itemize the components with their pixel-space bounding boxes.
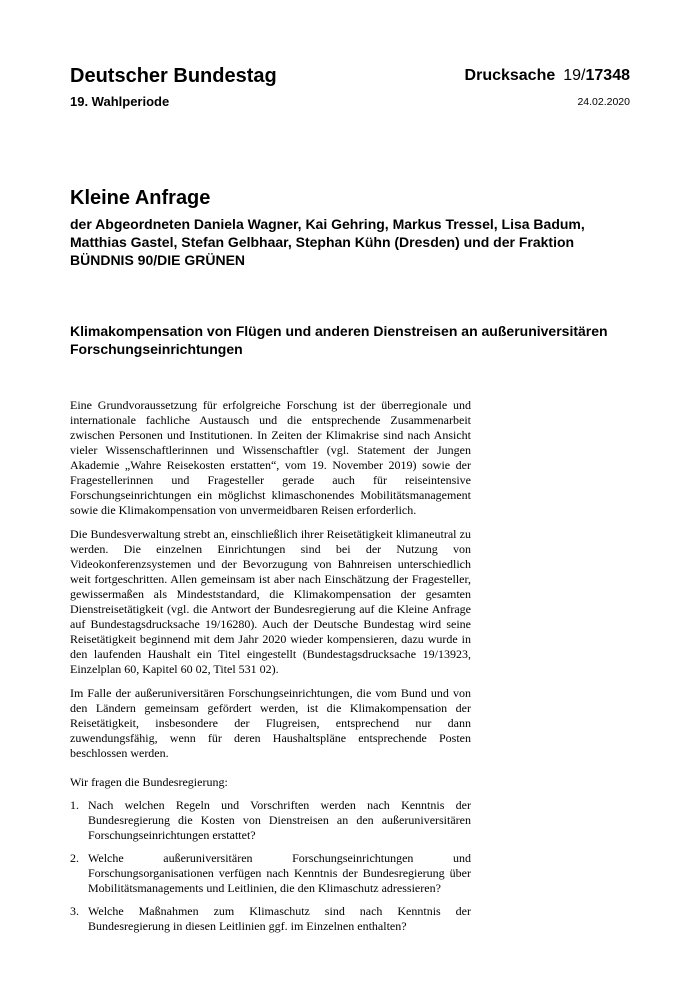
authors-line: der Abgeordneten Daniela Wagner, Kai Gehring, Markus Tressel, Lisa Badum, Matthias Gastel, Stefan Gelbhaar, Stephan Kühn (Dresden) und der Fraktion BÜNDNIS 90/DIE GRÜNEN	[70, 216, 585, 268]
question-text: Nach welchen Regeln und Vorschriften werden nach Kenntnis der Bundesregierung die Kosten von Dienstreisen an den außeruniversitären Forschungseinrichtungen erstattet?	[88, 798, 471, 842]
document-type-title: Kleine Anfrage	[70, 187, 211, 209]
question-number: 3.	[70, 904, 79, 918]
document-date: 24.02.2020	[577, 96, 630, 108]
question-number: 2.	[70, 851, 79, 865]
doc-number: 17348	[585, 67, 630, 84]
questions-list	[70, 798, 471, 934]
question-text: Welche Maßnahmen zum Klimaschutz sind nach Kenntnis der Bundesregierung in diesen Leitlinien ggf. im Einzelnen enthalten?	[88, 904, 471, 933]
inquiry-block	[70, 186, 630, 269]
question-item	[70, 851, 471, 896]
body-paragraph: Im Falle der außeruniversitären Forschungseinrichtungen, die vom Bund und von den Ländern gemeinsam gefördert werden, ist die Klimakompensation der Reisetätigkeit, insbesondere der Flugreisen, entsprechend nur dann zuwendungsfähig, wenn für deren Haushaltspläne entsprechende Posten beschlossen werden.	[70, 686, 471, 760]
document-header	[70, 64, 630, 109]
document-body	[70, 398, 471, 942]
question-item	[70, 798, 471, 843]
doc-label: Drucksache	[464, 67, 556, 84]
institution-name: Deutscher Bundestag	[70, 65, 277, 87]
question-number: 1.	[70, 798, 79, 812]
body-paragraph: Eine Grundvoraussetzung für erfolgreiche Forschung ist der überregionale und internationale fachliche Austausch und die entsprechende Zusammenarbeit zwischen Personen und Institutionen. In Zeiten der Klimakrise sind nach Ansicht vieler Wissenschaftlerinnen und Wissenschaftler (vgl. Statement der Jungen Akademie „Wahre Reisekosten erstatten“, vom 19. November 2019) sowie der Fragestellerinnen und Fragesteller gerade auch für reiseintensive Forschungseinrichtungen ein möglichst klimaschonendes Mobilitätsmanagement sowie die Klimakompensation von unvermeidbaren Reisen erforderlich.	[70, 398, 471, 517]
body-paragraph: Die Bundesverwaltung strebt an, einschließlich ihrer Reisetätigkeit klimaneutral zu werden. Die einzelnen Einrichtungen sind bei der Nutzung von Videokonferenzsystemen und der Bevorzugung von Bahnreisen unterschiedlich weit fortgeschritten. Allen gemeinsam ist aber nach Einschätzung der Fragesteller, gewissermaßen als Mindeststandard, die Klimakompensation der gesamten Dienstreisetätigkeit (vgl. die Antwort der Bundesregierung auf die Kleine Anfrage auf Bundestagsdrucksache 19/16280). Auch der Deutsche Bundestag wird seine Reisetätigkeit beginnend mit dem Jahr 2020 wieder kompensieren, dazu wurde in den laufenden Haushalt ein Titel eingestellt (Bundestagsdrucksache 19/13923, Einzelplan 60, Kapitel 60 02, Titel 531 02).	[70, 527, 471, 676]
legislative-period: 19. Wahlperiode	[70, 94, 170, 109]
questions-intro: Wir fragen die Bundesregierung:	[70, 775, 228, 789]
document-reference	[465, 64, 630, 88]
subject-heading: Klimakompensation von Flügen und anderen Dienstreisen an außeruniversitären Forschungseinrichtungen	[70, 323, 608, 357]
doc-number-prefix: 19/	[563, 67, 586, 84]
question-item	[70, 904, 471, 934]
question-text: Welche außeruniversitären Forschungseinrichtungen und Forschungsorganisationen verfügen nach Kenntnis der Bundesregierung über Mobilitätsmanagements und Leitlinien, die den Klimaschutz adressieren?	[88, 851, 471, 895]
